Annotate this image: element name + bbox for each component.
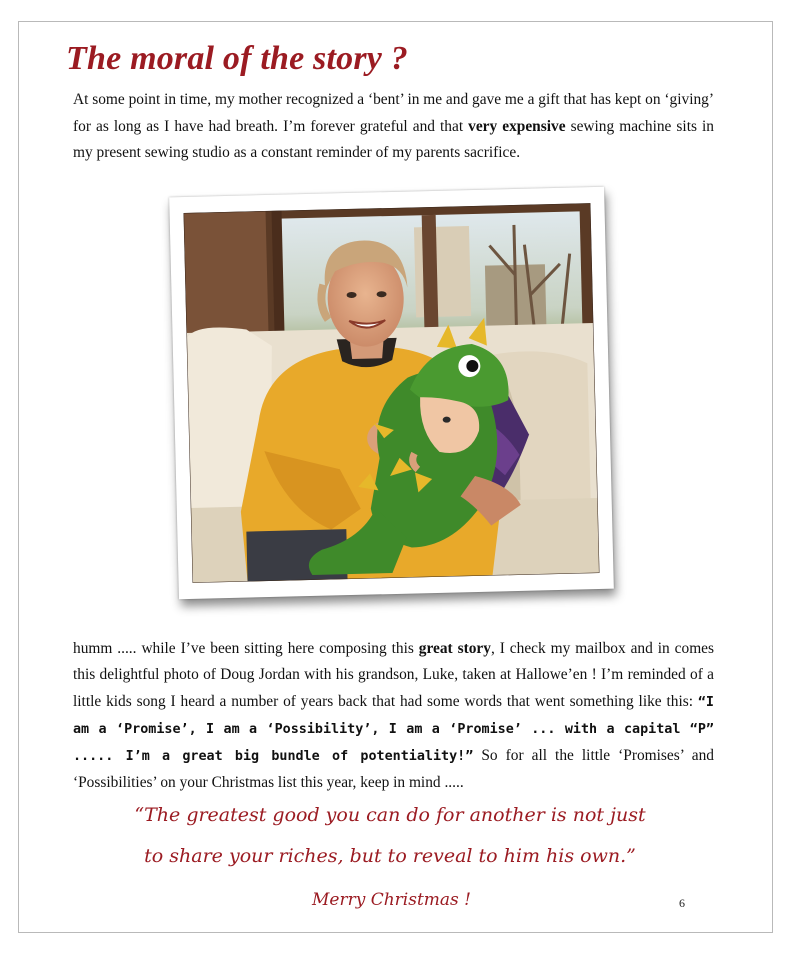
photo-image [184, 203, 600, 583]
story-bold-phrase: great story [418, 640, 491, 657]
song-quote: “I am a ‘Promise’, I am a ‘Possibility’, I am a ‘Promise’ ... with a capital “P” ..... I’m a great big bundle of potentiality!” [73, 694, 714, 765]
story-text-3: So for all the little ‘Promises’ and ‘Possibilities’ on your Christmas list this year, keep in mind ..... [73, 747, 714, 792]
story-paragraph [73, 636, 714, 797]
closing-greeting: Merry Christmas ! [312, 890, 472, 910]
page-title: The moral of the story ? [66, 40, 408, 77]
photo-grandfather-and-grandson [169, 187, 614, 600]
intro-paragraph [73, 87, 714, 167]
quote-line-2: to share your riches, but to reveal to him his own.” [144, 845, 636, 867]
story-text-1: humm ..... while I’ve been sitting here composing this [73, 640, 419, 657]
intro-text-start: At some point in time, my mother recognized a ‘bent’ in me and gave me a gift that has kept on ‘giving’ for as long as I have had breath. I’m forever grateful and that [73, 91, 714, 135]
intro-text-end: sewing machine sits in my present sewing studio as a constant reminder of my parents sacrifice. [73, 117, 714, 161]
quote-line-1: “The greatest good you can do for another is not just [134, 804, 646, 826]
intro-bold-phrase: very expensive [468, 117, 566, 135]
story-text-2: , I check my mailbox and in comes this delightful photo of Doug Jordan with his grandson, Luke, taken at Hallowe’en ! I’m reminded of a little kids song I heard a number of years back that had some words that went something like this: [73, 640, 714, 710]
page-number: 6 [679, 896, 685, 910]
